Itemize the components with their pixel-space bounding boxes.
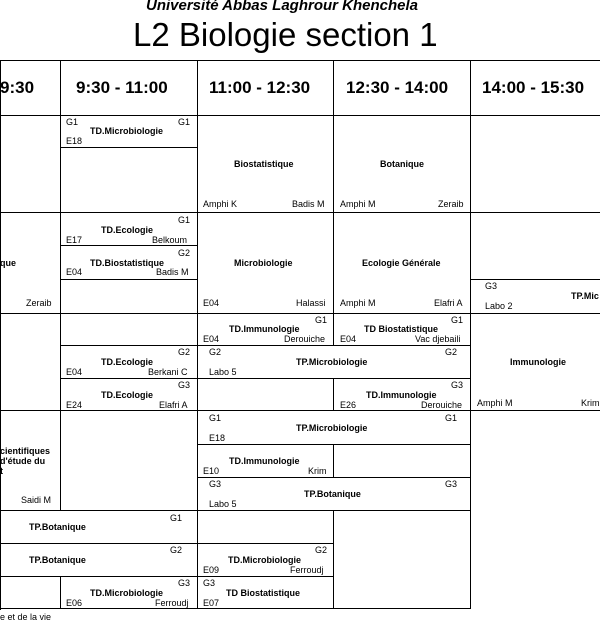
footer-note: e et de la vie	[0, 612, 52, 622]
room-label: E04	[66, 267, 83, 277]
group-label: G1	[66, 117, 79, 127]
teacher-label: Zeraib	[438, 199, 464, 209]
subject-label: TD.Microbiologie	[90, 126, 163, 136]
room-label: E26	[340, 400, 357, 410]
subject-label: TD Biostatistique	[364, 324, 439, 334]
room-label: Amphi M	[340, 199, 376, 209]
room-label: Amphi M	[477, 398, 513, 408]
subject-label: TD.Microbiologie	[90, 588, 163, 598]
room-label: Amphi K	[203, 199, 238, 209]
group-label: G2	[178, 248, 191, 258]
room-label: Amphi M	[340, 298, 376, 308]
teacher-label: Derouiche	[284, 334, 326, 344]
subject-label: TD Biostatistique	[226, 588, 301, 598]
group-label: G2	[209, 347, 222, 357]
teacher-label: Derouiche	[421, 400, 463, 410]
teacher-label: Berkani C	[148, 367, 188, 377]
room-label: E09	[203, 565, 220, 575]
room-label: E18	[66, 136, 83, 146]
group-label: G1	[315, 315, 328, 325]
slot-header-4: 14:00 - 15:30	[482, 78, 585, 97]
room-label: E07	[203, 598, 220, 608]
subject-label: TD.Immunologie	[229, 324, 300, 334]
teacher-label: Zeraib	[26, 298, 52, 308]
subject-label: TP.Microbiologie	[296, 357, 368, 367]
group-label: G1	[178, 117, 191, 127]
slot-header-0: 9:30	[0, 78, 35, 97]
group-label: G1	[170, 513, 183, 523]
group-label: G3	[445, 479, 458, 489]
subject-label: Microbiologie	[234, 258, 293, 268]
group-label: G2	[315, 545, 328, 555]
teacher-label: Krim	[308, 466, 327, 476]
teacher-label: Elafri A	[159, 400, 188, 410]
room-label: Labo 5	[209, 499, 237, 509]
group-label: G2	[445, 347, 458, 357]
teacher-label: Elafri A	[434, 298, 463, 308]
room-label: Labo 2	[485, 301, 513, 311]
room-label: E04	[203, 298, 220, 308]
group-label: G3	[203, 578, 216, 588]
subject-label: TP.Botanique	[304, 489, 361, 499]
subject-label: TP.Mic	[571, 291, 599, 301]
group-label: G1	[209, 413, 222, 423]
teacher-label: Krim	[581, 398, 600, 408]
room-label: E18	[209, 433, 226, 443]
room-label: E06	[66, 598, 83, 608]
subject-label: TD.Immunologie	[229, 456, 300, 466]
subject-label: TD.Ecologie	[101, 390, 154, 400]
subject-label: TD.Ecologie	[101, 225, 154, 235]
subject-label: d'étude du	[0, 456, 46, 466]
subject-label: TD.Ecologie	[101, 357, 154, 367]
teacher-label: Ferroudj	[290, 565, 324, 575]
group-label: G3	[451, 380, 464, 390]
page-title: L2 Biologie section 1	[133, 16, 438, 53]
group-label: G2	[178, 347, 191, 357]
teacher-label: Ferroudj	[155, 598, 189, 608]
slot-header-2: 11:00 - 12:30	[209, 78, 311, 97]
room-label: E04	[340, 334, 357, 344]
teacher-label: Halassi	[296, 298, 326, 308]
subject-label: cientifiques	[0, 446, 51, 456]
subject-label: Botanique	[380, 159, 424, 169]
slot-header-1: 9:30 - 11:00	[76, 78, 168, 97]
group-label: G2	[170, 545, 183, 555]
subject-label: TP.Botanique	[29, 555, 86, 565]
university-name: Université Abbas Laghrour Khenchela	[146, 0, 419, 14]
subject-label: Ecologie Générale	[362, 258, 441, 268]
teacher-label: Badis M	[156, 267, 189, 277]
subject-label: Biostatistique	[234, 159, 294, 169]
group-label: G1	[451, 315, 464, 325]
teacher-label: Saidi M	[21, 495, 52, 505]
room-label: E04	[203, 334, 220, 344]
group-label: G3	[178, 578, 191, 588]
teacher-label: Badis M	[292, 199, 325, 209]
group-label: G3	[178, 380, 191, 390]
room-label: E24	[66, 400, 83, 410]
subject-label: Immunologie	[510, 357, 566, 367]
group-label: G3	[209, 479, 222, 489]
group-label: G3	[485, 281, 498, 291]
subject-label: TD.Microbiologie	[228, 555, 301, 565]
room-label: E04	[66, 367, 83, 377]
teacher-label: Belkoum	[152, 235, 188, 245]
subject-label: TP.Microbiologie	[296, 423, 368, 433]
subject-label: TD.Immunologie	[366, 390, 437, 400]
group-label: G1	[178, 215, 191, 225]
room-label: E17	[66, 235, 83, 245]
subject-label: t	[0, 466, 3, 476]
slot-header-3: 12:30 - 14:00	[346, 78, 449, 97]
subject-label: TP.Botanique	[29, 522, 86, 532]
teacher-label: Vac djebaili	[415, 334, 461, 344]
room-label: Labo 5	[209, 367, 237, 377]
subject-label: que	[0, 258, 17, 268]
group-label: G1	[445, 413, 458, 423]
room-label: E10	[203, 466, 220, 476]
subject-label: TD.Biostatistique	[90, 258, 165, 268]
